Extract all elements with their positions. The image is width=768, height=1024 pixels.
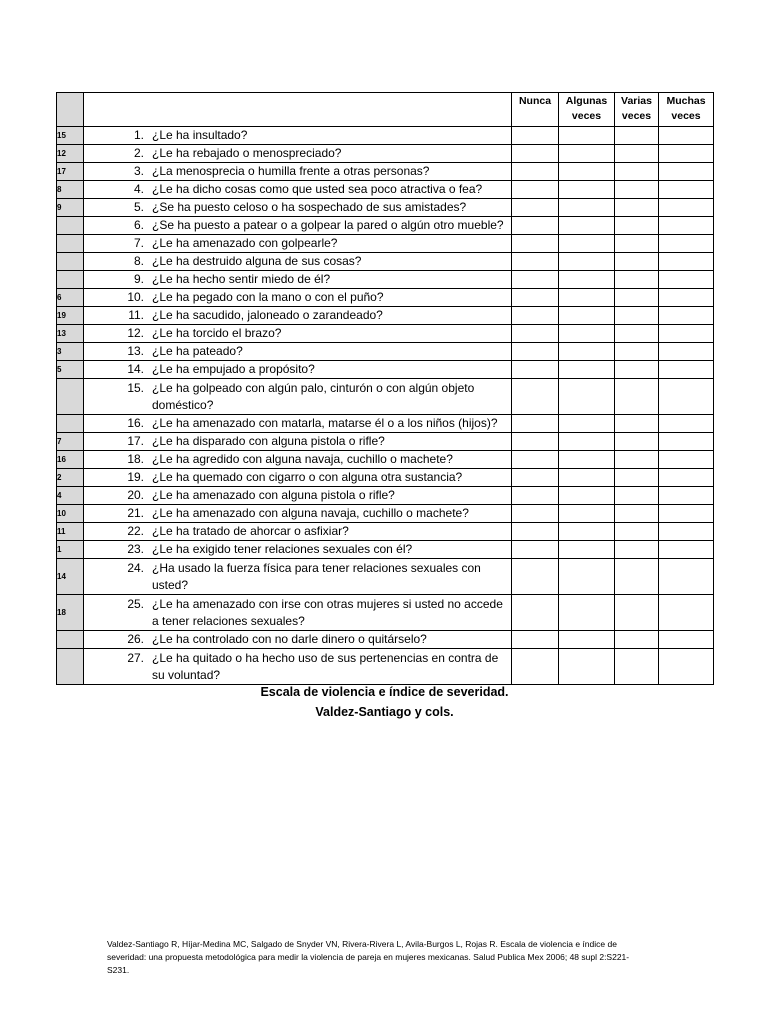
algunas-veces-header: Algunas veces	[559, 93, 615, 127]
answer-varias-veces-cell[interactable]	[615, 307, 659, 325]
question-text: ¿Le ha amenazado con golpearle?	[152, 236, 338, 250]
question-number: 22.	[127, 524, 144, 538]
answer-varias-veces-cell[interactable]	[615, 487, 659, 505]
severity-code: 7	[57, 433, 84, 451]
question-cell	[84, 559, 512, 595]
question-cell	[84, 235, 512, 253]
question-text: ¿Le ha sacudido, jaloneado o zarandeado?	[152, 308, 383, 322]
question-number: 2.	[133, 146, 144, 160]
answer-varias-veces-cell[interactable]	[615, 289, 659, 307]
answer-varias-veces-cell[interactable]	[615, 469, 659, 487]
severity-code: 17	[57, 163, 84, 181]
answer-nunca-cell[interactable]	[512, 217, 559, 235]
question-cell	[84, 289, 512, 307]
answer-nunca-cell[interactable]	[512, 433, 559, 451]
answer-muchas-veces-cell[interactable]	[659, 289, 714, 307]
answer-nunca-cell[interactable]	[512, 379, 559, 415]
table-row	[57, 523, 714, 541]
question-text: ¿Le ha agredido con alguna navaja, cuchillo o machete?	[152, 452, 453, 466]
answer-algunas-veces-cell[interactable]	[559, 361, 615, 379]
answer-varias-veces-cell[interactable]	[615, 541, 659, 559]
question-number: 13.	[127, 344, 144, 358]
answer-muchas-veces-cell[interactable]	[659, 163, 714, 181]
answer-varias-veces-cell[interactable]	[615, 163, 659, 181]
question-number: 24.	[127, 560, 144, 575]
answer-algunas-veces-cell[interactable]	[559, 235, 615, 253]
answer-algunas-veces-cell[interactable]	[559, 487, 615, 505]
answer-algunas-veces-cell[interactable]	[559, 343, 615, 361]
answer-varias-veces-cell[interactable]	[615, 559, 659, 595]
answer-nunca-cell[interactable]	[512, 199, 559, 217]
answer-muchas-veces-cell[interactable]	[659, 343, 714, 361]
question-cell	[84, 163, 512, 181]
question-number: 26.	[127, 632, 144, 646]
answer-muchas-veces-cell[interactable]	[659, 595, 714, 631]
table-row	[57, 433, 714, 451]
question-number: 25.	[127, 596, 144, 611]
answer-varias-veces-cell[interactable]	[615, 343, 659, 361]
question-cell	[84, 415, 512, 433]
question-number: 14.	[127, 362, 144, 376]
answer-varias-veces-cell[interactable]	[615, 271, 659, 289]
table-row	[57, 217, 714, 235]
question-text: ¿Le ha torcido el brazo?	[152, 326, 282, 340]
severity-code: 8	[57, 181, 84, 199]
answer-algunas-veces-cell[interactable]	[559, 541, 615, 559]
question-number: 12.	[127, 326, 144, 340]
answer-algunas-veces-cell[interactable]	[559, 307, 615, 325]
answer-nunca-cell[interactable]	[512, 289, 559, 307]
answer-muchas-veces-cell[interactable]	[659, 145, 714, 163]
question-number: 16.	[127, 416, 144, 430]
table-row	[57, 505, 714, 523]
question-text: ¿Le ha pateado?	[152, 344, 243, 358]
question-number: 1.	[133, 128, 144, 142]
answer-varias-veces-cell[interactable]	[615, 181, 659, 199]
answer-algunas-veces-cell[interactable]	[559, 505, 615, 523]
severity-code	[57, 271, 84, 289]
question-number: 19.	[127, 470, 144, 484]
question-text: ¿La menosprecia o humilla frente a otras personas?	[152, 164, 430, 178]
severity-code	[57, 235, 84, 253]
question-cell	[84, 649, 512, 685]
question-number: 8.	[133, 254, 144, 268]
answer-nunca-cell[interactable]	[512, 451, 559, 469]
question-number: 18.	[127, 452, 144, 466]
question-text: ¿Le ha amenazado con irse con otras mujeres si usted no accede a tener relaciones sexuales?	[152, 596, 503, 628]
answer-nunca-cell[interactable]	[512, 343, 559, 361]
answer-muchas-veces-cell[interactable]	[659, 307, 714, 325]
answer-varias-veces-cell[interactable]	[615, 415, 659, 433]
answer-nunca-cell[interactable]	[512, 271, 559, 289]
table-row	[57, 163, 714, 181]
answer-nunca-cell[interactable]	[512, 235, 559, 253]
question-number: 17.	[127, 434, 144, 448]
table-row	[57, 631, 714, 649]
table-row	[57, 649, 714, 685]
question-text: ¿Le ha quemado con cigarro o con alguna otra sustancia?	[152, 470, 463, 484]
answer-muchas-veces-cell[interactable]	[659, 271, 714, 289]
question-cell	[84, 145, 512, 163]
question-cell	[84, 343, 512, 361]
answer-varias-veces-cell[interactable]	[615, 127, 659, 145]
answer-algunas-veces-cell[interactable]	[559, 253, 615, 271]
answer-muchas-veces-cell[interactable]	[659, 235, 714, 253]
question-number: 20.	[127, 488, 144, 502]
answer-varias-veces-cell[interactable]	[615, 505, 659, 523]
question-cell	[84, 541, 512, 559]
question-text: ¿Se ha puesto a patear o a golpear la pared o algún otro mueble?	[152, 218, 504, 232]
severity-code: 18	[57, 595, 84, 631]
answer-varias-veces-cell[interactable]	[615, 199, 659, 217]
answer-muchas-veces-cell[interactable]	[659, 199, 714, 217]
severity-code: 3	[57, 343, 84, 361]
answer-nunca-cell[interactable]	[512, 307, 559, 325]
table-row	[57, 325, 714, 343]
table-row	[57, 541, 714, 559]
answer-varias-veces-cell[interactable]	[615, 235, 659, 253]
answer-algunas-veces-cell[interactable]	[559, 199, 615, 217]
answer-varias-veces-cell[interactable]	[615, 631, 659, 649]
answer-algunas-veces-cell[interactable]	[559, 559, 615, 595]
answer-muchas-veces-cell[interactable]	[659, 379, 714, 415]
table-row	[57, 127, 714, 145]
answer-nunca-cell[interactable]	[512, 181, 559, 199]
table-row	[57, 289, 714, 307]
question-cell	[84, 469, 512, 487]
question-cell	[84, 505, 512, 523]
answer-muchas-veces-cell[interactable]	[659, 469, 714, 487]
answer-varias-veces-cell[interactable]	[615, 523, 659, 541]
severity-code: 9	[57, 199, 84, 217]
answer-nunca-cell[interactable]	[512, 145, 559, 163]
question-text: ¿Le ha tratado de ahorcar o asfixiar?	[152, 524, 349, 538]
answer-muchas-veces-cell[interactable]	[659, 181, 714, 199]
header-row	[57, 93, 714, 127]
answer-nunca-cell[interactable]	[512, 541, 559, 559]
varias-veces-header: Varias veces	[615, 93, 659, 127]
table-row	[57, 379, 714, 415]
severity-code: 5	[57, 361, 84, 379]
question-text: ¿Le ha amenazado con matarla, matarse él o a los niños (hijos)?	[152, 416, 498, 430]
answer-nunca-cell[interactable]	[512, 523, 559, 541]
question-text: ¿Le ha rebajado o menospreciado?	[152, 146, 342, 160]
answer-varias-veces-cell[interactable]	[615, 451, 659, 469]
answer-varias-veces-cell[interactable]	[615, 145, 659, 163]
question-cell	[84, 361, 512, 379]
question-text: ¿Le ha golpeado con algún palo, cinturón o con algún objeto doméstico?	[152, 380, 475, 412]
answer-varias-veces-cell[interactable]	[615, 595, 659, 631]
answer-algunas-veces-cell[interactable]	[559, 181, 615, 199]
question-column-header	[84, 93, 512, 127]
severity-code	[57, 631, 84, 649]
table-row	[57, 361, 714, 379]
question-number: 6.	[133, 218, 144, 232]
question-cell	[84, 307, 512, 325]
answer-algunas-veces-cell[interactable]	[559, 631, 615, 649]
question-cell	[84, 595, 512, 631]
answer-varias-veces-cell[interactable]	[615, 433, 659, 451]
bibliographic-reference: Valdez-Santiago R, Híjar-Medina MC, Salgado de Snyder VN, Rivera-Rivera L, Avila-Burgos L, Rojas R. Escala de violencia e índice de severidad: una propuesta metodológica para medir la violencia de pareja en mujeres mexicanas. Salud Publica Mex 2006; 48 supl 2:S221-S231.	[107, 939, 630, 975]
question-text: ¿Le ha amenazado con alguna navaja, cuchillo o machete?	[152, 506, 469, 520]
severity-code: 1	[57, 541, 84, 559]
question-number: 3.	[133, 164, 144, 178]
answer-nunca-cell[interactable]	[512, 505, 559, 523]
answer-algunas-veces-cell[interactable]	[559, 127, 615, 145]
table-row	[57, 253, 714, 271]
question-cell	[84, 199, 512, 217]
question-text: ¿Le ha dicho cosas como que usted sea poco atractiva o fea?	[152, 182, 483, 196]
code-column-header	[57, 93, 84, 127]
question-text: ¿Le ha quitado o ha hecho uso de sus pertenencias en contra de su voluntad?	[152, 650, 499, 682]
severity-code: 19	[57, 307, 84, 325]
question-number: 15.	[127, 380, 144, 395]
answer-algunas-veces-cell[interactable]	[559, 271, 615, 289]
question-cell	[84, 631, 512, 649]
table-caption-title: Escala de violencia e índice de severidad.	[260, 685, 509, 699]
question-cell	[84, 325, 512, 343]
table-row	[57, 307, 714, 325]
question-cell	[84, 523, 512, 541]
question-text: ¿Ha usado la fuerza física para tener relaciones sexuales con usted?	[152, 560, 481, 592]
answer-nunca-cell[interactable]	[512, 649, 559, 685]
question-text: ¿Se ha puesto celoso o ha sospechado de sus amistades?	[152, 200, 467, 214]
question-number: 5.	[133, 200, 144, 214]
question-number: 4.	[133, 182, 144, 196]
answer-muchas-veces-cell[interactable]	[659, 433, 714, 451]
answer-nunca-cell[interactable]	[512, 163, 559, 181]
answer-nunca-cell[interactable]	[512, 595, 559, 631]
question-text: ¿Le ha pegado con la mano o con el puño?	[152, 290, 384, 304]
answer-muchas-veces-cell[interactable]	[659, 253, 714, 271]
answer-algunas-veces-cell[interactable]	[559, 289, 615, 307]
table-row	[57, 343, 714, 361]
answer-muchas-veces-cell[interactable]	[659, 217, 714, 235]
answer-muchas-veces-cell[interactable]	[659, 415, 714, 433]
table-row	[57, 181, 714, 199]
table-row	[57, 145, 714, 163]
question-number: 10.	[127, 290, 144, 304]
answer-nunca-cell[interactable]	[512, 631, 559, 649]
table-row	[57, 415, 714, 433]
question-number: 27.	[127, 650, 144, 665]
answer-muchas-veces-cell[interactable]	[659, 541, 714, 559]
severity-code: 6	[57, 289, 84, 307]
severity-code	[57, 649, 84, 685]
answer-varias-veces-cell[interactable]	[615, 325, 659, 343]
question-cell	[84, 451, 512, 469]
question-text: ¿Le ha amenazado con alguna pistola o rifle?	[152, 488, 395, 502]
answer-muchas-veces-cell[interactable]	[659, 631, 714, 649]
question-text: ¿Le ha exigido tener relaciones sexuales con él?	[152, 542, 413, 556]
answer-varias-veces-cell[interactable]	[615, 379, 659, 415]
question-text: ¿Le ha disparado con alguna pistola o rifle?	[152, 434, 385, 448]
answer-muchas-veces-cell[interactable]	[659, 487, 714, 505]
answer-nunca-cell[interactable]	[512, 487, 559, 505]
answer-algunas-veces-cell[interactable]	[559, 649, 615, 685]
severity-code	[57, 379, 84, 415]
answer-muchas-veces-cell[interactable]	[659, 325, 714, 343]
question-text: ¿Le ha insultado?	[152, 128, 248, 142]
question-cell	[84, 127, 512, 145]
answer-muchas-veces-cell[interactable]	[659, 559, 714, 595]
table-row	[57, 559, 714, 595]
answer-muchas-veces-cell[interactable]	[659, 451, 714, 469]
severity-code: 10	[57, 505, 84, 523]
answer-algunas-veces-cell[interactable]	[559, 163, 615, 181]
question-cell	[84, 181, 512, 199]
answer-muchas-veces-cell[interactable]	[659, 523, 714, 541]
answer-muchas-veces-cell[interactable]	[659, 649, 714, 685]
severity-code: 16	[57, 451, 84, 469]
question-cell	[84, 217, 512, 235]
answer-algunas-veces-cell[interactable]	[559, 379, 615, 415]
answer-muchas-veces-cell[interactable]	[659, 361, 714, 379]
table-row	[57, 451, 714, 469]
answer-algunas-veces-cell[interactable]	[559, 595, 615, 631]
table-caption-authors: Valdez-Santiago y cols.	[315, 705, 454, 719]
table-row	[57, 487, 714, 505]
answer-algunas-veces-cell[interactable]	[559, 415, 615, 433]
nunca-header: Nunca	[512, 93, 559, 127]
severity-code: 15	[57, 127, 84, 145]
answer-nunca-cell[interactable]	[512, 415, 559, 433]
answer-algunas-veces-cell[interactable]	[559, 145, 615, 163]
answer-algunas-veces-cell[interactable]	[559, 523, 615, 541]
question-cell	[84, 379, 512, 415]
question-cell	[84, 271, 512, 289]
answer-nunca-cell[interactable]	[512, 361, 559, 379]
question-cell	[84, 433, 512, 451]
table-row	[57, 469, 714, 487]
table-row	[57, 595, 714, 631]
answer-varias-veces-cell[interactable]	[615, 217, 659, 235]
answer-algunas-veces-cell[interactable]	[559, 217, 615, 235]
answer-algunas-veces-cell[interactable]	[559, 469, 615, 487]
answer-varias-veces-cell[interactable]	[615, 649, 659, 685]
muchas-veces-header: Muchas veces	[659, 93, 714, 127]
answer-algunas-veces-cell[interactable]	[559, 325, 615, 343]
violence-scale-table	[56, 92, 714, 685]
table-row	[57, 199, 714, 217]
question-text: ¿Le ha empujado a propósito?	[152, 362, 315, 376]
severity-code: 12	[57, 145, 84, 163]
severity-code: 2	[57, 469, 84, 487]
answer-nunca-cell[interactable]	[512, 325, 559, 343]
table-row	[57, 271, 714, 289]
answer-muchas-veces-cell[interactable]	[659, 127, 714, 145]
question-cell	[84, 487, 512, 505]
answer-nunca-cell[interactable]	[512, 253, 559, 271]
severity-code	[57, 217, 84, 235]
question-number: 7.	[133, 236, 144, 250]
answer-muchas-veces-cell[interactable]	[659, 505, 714, 523]
answer-varias-veces-cell[interactable]	[615, 361, 659, 379]
severity-code: 11	[57, 523, 84, 541]
question-number: 21.	[127, 506, 144, 520]
question-cell	[84, 253, 512, 271]
question-text: ¿Le ha hecho sentir miedo de él?	[152, 272, 331, 286]
severity-code: 13	[57, 325, 84, 343]
answer-nunca-cell[interactable]	[512, 559, 559, 595]
answer-varias-veces-cell[interactable]	[615, 253, 659, 271]
question-text: ¿Le ha controlado con no darle dinero o quitárselo?	[152, 632, 427, 646]
severity-code	[57, 253, 84, 271]
question-number: 23.	[127, 542, 144, 556]
answer-algunas-veces-cell[interactable]	[559, 433, 615, 451]
severity-code	[57, 415, 84, 433]
answer-nunca-cell[interactable]	[512, 127, 559, 145]
severity-code: 14	[57, 559, 84, 595]
table-row	[57, 235, 714, 253]
question-number: 11.	[128, 308, 144, 322]
answer-nunca-cell[interactable]	[512, 469, 559, 487]
severity-code: 4	[57, 487, 84, 505]
question-text: ¿Le ha destruido alguna de sus cosas?	[152, 254, 362, 268]
answer-algunas-veces-cell[interactable]	[559, 451, 615, 469]
question-number: 9.	[133, 272, 144, 286]
